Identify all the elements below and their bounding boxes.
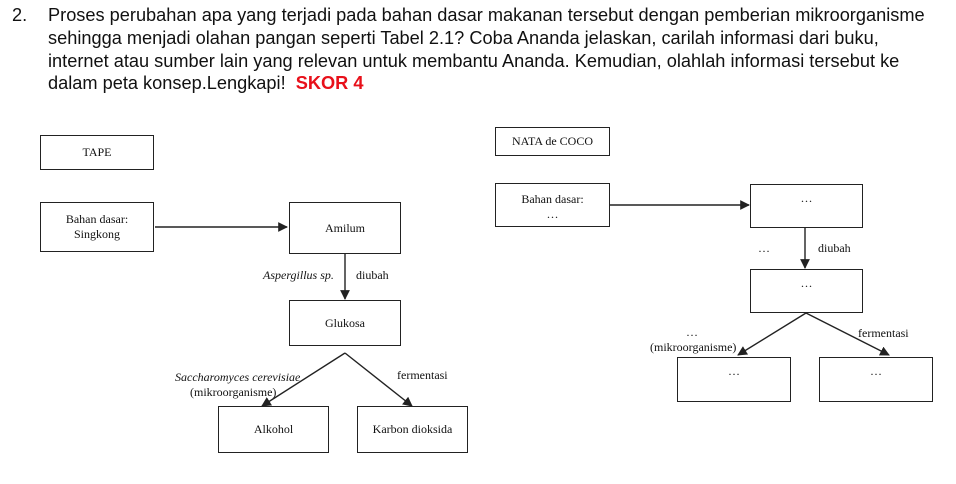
score-label: SKOR 4 — [295, 73, 364, 94]
tape-process-label: fermentasi — [397, 368, 448, 382]
tape-raw-material-value: Singkong — [73, 227, 120, 241]
nata-branch-left — [738, 313, 806, 355]
tape-glucose: Glukosa — [325, 315, 365, 330]
nata-process-label: fermentasi — [858, 326, 909, 340]
tape-microbe-note: (mikroorganisme) — [190, 385, 277, 399]
nata-microbe-note: (mikroorganisme) — [650, 340, 737, 354]
tape-product-1: Alkohol — [253, 422, 294, 436]
question-text: Proses perubahan apa yang terjadi pada bahan dasar makanan tersebut dengan pemberian mikroorganisme sehingga menjadi olahan pangan seperti Tabel 2.1? Coba Ananda jelaskan, carilah informasi dari buku, internet atau sumber lain yang relevan untuk membantu Ananda. Kemudian, olahlah informasi tersebut ke dalam peta konsep.Lengkapi! — [48, 5, 925, 94]
tape-title: TAPE — [82, 145, 112, 159]
nata-raw-material-label: Bahan dasar: — [521, 192, 584, 206]
nata-raw-material-box — [495, 183, 610, 227]
tape-product-1-box — [218, 406, 329, 453]
tape-starch-box — [289, 202, 401, 254]
nata-converted-label: diubah — [818, 241, 851, 255]
tape-glucose-box — [289, 300, 401, 346]
nata-product-2: … — [870, 364, 882, 378]
tape-product-2-box — [357, 406, 468, 453]
nata-box-1[interactable] — [750, 184, 863, 228]
nata-microbe-label: … — [686, 325, 698, 339]
nata-title: NATA de COCO — [511, 134, 594, 148]
nata-box-1-value: … — [800, 191, 813, 205]
tape-converted-label: diubah — [356, 268, 389, 282]
nata-title-box — [495, 127, 610, 156]
nata-product-1: … — [728, 364, 740, 378]
tape-raw-material-box — [40, 202, 154, 252]
nata-box-2-value: … — [800, 276, 813, 290]
nata-box-2[interactable] — [750, 269, 863, 313]
tape-microbe-label: Saccharomyces cerevisiae — [175, 370, 301, 384]
tape-converter-label: Aspergillus sp. — [263, 268, 334, 282]
tape-starch: Amilum — [324, 220, 365, 235]
nata-converter-label: … — [758, 241, 770, 255]
nata-product-2-box[interactable] — [819, 357, 933, 402]
tape-raw-material-label: Bahan dasar: — [65, 212, 129, 226]
tape-product-2: Karbon dioksida — [372, 422, 453, 436]
tape-title-box — [40, 135, 154, 170]
question-number: 2. — [12, 5, 28, 25]
nata-raw-material-value: … — [546, 207, 559, 221]
nata-product-1-box[interactable] — [677, 357, 791, 402]
